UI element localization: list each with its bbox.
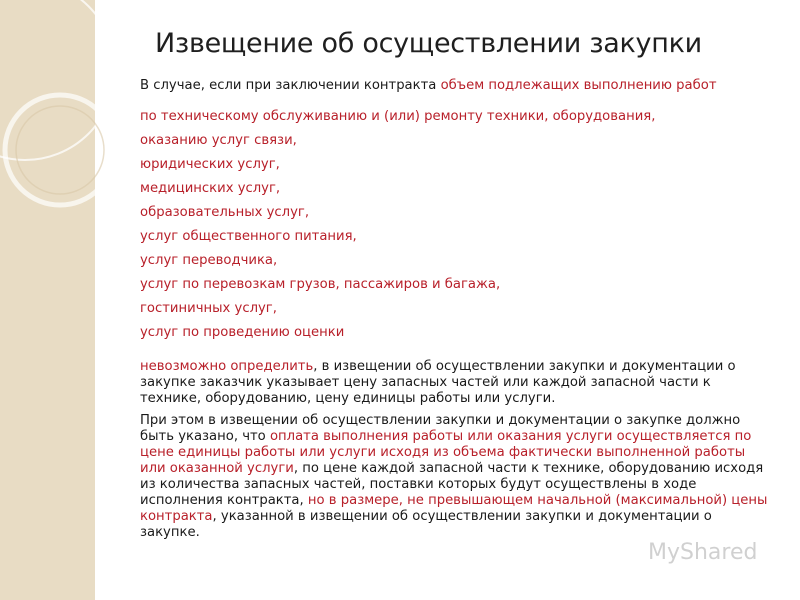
paragraph-highlight: оплата выполнения работы или оказания услуги осуществляется по цене единицы работы или услуги исходя из объема фактически выполненной работы или оказанной услуги: [140, 429, 752, 476]
list-item: услуг по проведению оценки: [140, 325, 345, 340]
list-item: образовательных услуг,: [140, 205, 310, 220]
paragraph-highlight: невозможно определить: [140, 359, 314, 374]
list-item: юридических услуг,: [140, 157, 280, 172]
watermark-logo: MyShared: [648, 540, 758, 565]
lead-highlight: объем подлежащих выполнению работ: [440, 78, 717, 93]
paragraph-undetermined: [140, 359, 770, 407]
slide-title: Извещение об осуществлении закупки: [155, 28, 702, 59]
list-item: услуг общественного питания,: [140, 229, 357, 244]
list-item: услуг по перевозкам грузов, пассажиров и багажа,: [140, 277, 501, 292]
paragraph-highlight: но в размере, не превышающем начальной (максимальной) цены контракта: [140, 493, 768, 524]
lead-text: В случае, если при заключении контракта: [140, 78, 441, 93]
lead-sentence: [140, 78, 770, 94]
list-item: оказанию услуг связи,: [140, 133, 297, 148]
slide-body: [140, 78, 770, 541]
paragraph-text: , указанной в извещении об осуществлении закупки и документации о закупке.: [140, 509, 712, 540]
list-item: медицинских услуг,: [140, 181, 281, 196]
decorative-sidebar: [0, 0, 95, 600]
paragraph-text: , по цене каждой запасной части к технике, оборудованию исходя из количества запасных частей, поставки которых будут осуществлены в ходе исполнения контракта,: [140, 461, 764, 508]
list-item: услуг переводчика,: [140, 253, 278, 268]
paragraph-text: При этом в извещении об осуществлении закупки и документации о закупке должно быть указано, что: [140, 413, 741, 444]
paragraph-payment: [140, 413, 770, 541]
list-item: гостиничных услуг,: [140, 301, 277, 316]
paragraph-text: , в извещении об осуществлении закупки и документации о закупке заказчик указывает цену запасных частей или каждой запасной части к технике, оборудованию, цену единицы работы или услуги.: [140, 359, 736, 406]
service-list: [140, 109, 770, 341]
list-item: по техническому обслуживанию и (или) ремонту техники, оборудования,: [140, 109, 656, 124]
